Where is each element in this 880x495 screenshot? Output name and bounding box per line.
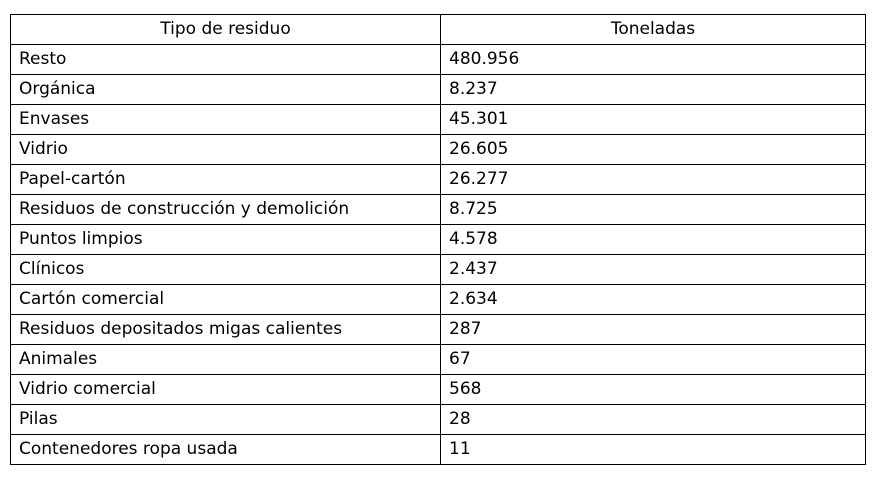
cell-waste-type: Residuos de construcción y demolición xyxy=(11,195,441,225)
cell-tonnes: 8.237 xyxy=(441,75,866,105)
table-row xyxy=(11,195,866,225)
cell-waste-type: Orgánica xyxy=(11,75,441,105)
cell-tonnes: 11 xyxy=(441,435,866,465)
table-row xyxy=(11,75,866,105)
cell-waste-type: Clínicos xyxy=(11,255,441,285)
cell-waste-type: Resto xyxy=(11,45,441,75)
header-tonnes: Toneladas xyxy=(441,15,866,45)
table-row xyxy=(11,435,866,465)
table-row xyxy=(11,225,866,255)
table-row xyxy=(11,135,866,165)
cell-waste-type: Pilas xyxy=(11,405,441,435)
table-row xyxy=(11,285,866,315)
cell-waste-type: Papel-cartón xyxy=(11,165,441,195)
cell-tonnes: 568 xyxy=(441,375,866,405)
table-row xyxy=(11,255,866,285)
cell-tonnes: 8.725 xyxy=(441,195,866,225)
cell-waste-type: Envases xyxy=(11,105,441,135)
table-row xyxy=(11,405,866,435)
cell-waste-type: Contenedores ropa usada xyxy=(11,435,441,465)
table-row xyxy=(11,315,866,345)
cell-tonnes: 2.634 xyxy=(441,285,866,315)
table-row xyxy=(11,345,866,375)
cell-tonnes: 2.437 xyxy=(441,255,866,285)
table-row xyxy=(11,165,866,195)
cell-tonnes: 45.301 xyxy=(441,105,866,135)
cell-tonnes: 26.605 xyxy=(441,135,866,165)
cell-tonnes: 480.956 xyxy=(441,45,866,75)
table-header-row xyxy=(11,15,866,45)
cell-tonnes: 67 xyxy=(441,345,866,375)
header-waste-type: Tipo de residuo xyxy=(11,15,441,45)
cell-waste-type: Residuos depositados migas calientes xyxy=(11,315,441,345)
cell-tonnes: 28 xyxy=(441,405,866,435)
cell-tonnes: 287 xyxy=(441,315,866,345)
cell-tonnes: 26.277 xyxy=(441,165,866,195)
cell-tonnes: 4.578 xyxy=(441,225,866,255)
cell-waste-type: Vidrio comercial xyxy=(11,375,441,405)
cell-waste-type: Vidrio xyxy=(11,135,441,165)
cell-waste-type: Cartón comercial xyxy=(11,285,441,315)
table-row xyxy=(11,375,866,405)
cell-waste-type: Animales xyxy=(11,345,441,375)
cell-waste-type: Puntos limpios xyxy=(11,225,441,255)
waste-table xyxy=(10,14,866,465)
table-row xyxy=(11,105,866,135)
table-row xyxy=(11,45,866,75)
